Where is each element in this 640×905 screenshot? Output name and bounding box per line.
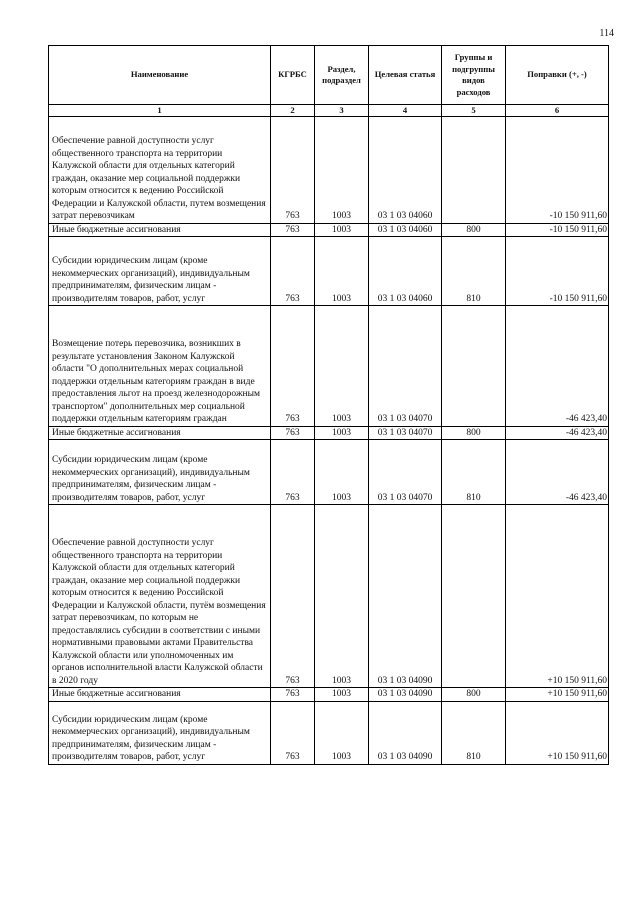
row-expense-group-cell: 810 — [442, 714, 506, 765]
column-number: 6 — [506, 105, 609, 117]
spacer-cell — [442, 237, 506, 256]
row-name-cell: Обеспечение равной доступности услуг общественного транспорта на территории Калужской области для отдельных категорий граждан, оказание мер социальной поддержки которым относится к ведению Российской Федерации и Калужской области, путем возмещения затрат перевозчикам — [49, 135, 271, 223]
table-body — [49, 117, 609, 765]
row-target-article-cell: 03 1 03 04090 — [369, 537, 442, 688]
column-number: 3 — [315, 105, 369, 117]
row-kgrbs-cell: 763 — [271, 688, 315, 702]
row-name-cell: Обеспечение равной доступности услуг общественного транспорта на территории Калужской области для отдельных категорий граждан, оказание мер социальной поддержки которым относится к ведению Российской Федерации и Калужской области, путём возмещения затрат перевозчикам, по которым не предоставлялись субсидии в соответствии с иными нормативными правовыми актами Правительства Калужской области или уполномоченных им органов исполнительной власти Калужской области в 2020 году — [49, 537, 271, 688]
row-target-article-cell: 03 1 03 04060 — [369, 135, 442, 223]
row-amount-cell: +10 150 911,60 — [506, 714, 609, 765]
spacer-cell — [442, 117, 506, 136]
row-expense-group-cell — [442, 135, 506, 223]
row-name-cell: Иные бюджетные ассигнования — [49, 426, 271, 440]
table-row — [49, 454, 609, 505]
spacer-row — [49, 505, 609, 538]
row-expense-group-cell: 810 — [442, 255, 506, 306]
spacer-cell — [315, 306, 369, 339]
table-row — [49, 255, 609, 306]
spacer-cell — [49, 701, 271, 714]
row-target-article-cell: 03 1 03 04070 — [369, 454, 442, 505]
row-amount-cell: +10 150 911,60 — [506, 688, 609, 702]
spacer-cell — [49, 237, 271, 256]
row-amount-cell: -46 423,40 — [506, 426, 609, 440]
header-row — [49, 46, 609, 105]
spacer-row — [49, 306, 609, 339]
table-row — [49, 223, 609, 237]
spacer-cell — [369, 701, 442, 714]
column-number: 4 — [369, 105, 442, 117]
row-expense-group-cell — [442, 338, 506, 426]
row-kgrbs-cell: 763 — [271, 338, 315, 426]
row-razdel-cell: 1003 — [315, 688, 369, 702]
spacer-cell — [442, 701, 506, 714]
row-target-article-cell: 03 1 03 04070 — [369, 426, 442, 440]
row-name-cell: Субсидии юридическим лицам (кроме некоммерческих организаций), индивидуальным предпринимателям, физическим лицам - производителям товаров, работ, услуг — [49, 454, 271, 505]
row-razdel-cell: 1003 — [315, 454, 369, 505]
spacer-cell — [369, 306, 442, 339]
row-name-cell: Возмещение потерь перевозчика, возникших в результате установления Законом Калужской области "О дополнительных мерах социальной поддержки отдельным категориям граждан в виде предоставления льгот на проезд железнодорожным транспортом" дополнительных мер социальной поддержки отдельным категориям граждан — [49, 338, 271, 426]
spacer-cell — [49, 306, 271, 339]
row-amount-cell: +10 150 911,60 — [506, 537, 609, 688]
row-target-article-cell: 03 1 03 04060 — [369, 223, 442, 237]
row-amount-cell: -10 150 911,60 — [506, 255, 609, 306]
row-kgrbs-cell: 763 — [271, 426, 315, 440]
table-row — [49, 714, 609, 765]
header-kgrbs: КГРБС — [271, 46, 315, 105]
row-amount-cell: -46 423,40 — [506, 338, 609, 426]
spacer-row — [49, 117, 609, 136]
row-name-cell: Субсидии юридическим лицам (кроме некоммерческих организаций), индивидуальным предпринимателям, физическим лицам - производителям товаров, работ, услуг — [49, 255, 271, 306]
spacer-cell — [442, 306, 506, 339]
spacer-cell — [369, 117, 442, 136]
row-target-article-cell: 03 1 03 04090 — [369, 714, 442, 765]
row-target-article-cell: 03 1 03 04060 — [369, 255, 442, 306]
row-razdel-cell: 1003 — [315, 223, 369, 237]
row-amount-cell: -10 150 911,60 — [506, 135, 609, 223]
page-number: 114 — [599, 28, 614, 39]
row-target-article-cell: 03 1 03 04070 — [369, 338, 442, 426]
row-expense-group-cell: 800 — [442, 223, 506, 237]
row-amount-cell: -46 423,40 — [506, 454, 609, 505]
row-name-cell: Иные бюджетные ассигнования — [49, 688, 271, 702]
spacer-cell — [506, 505, 609, 538]
row-kgrbs-cell: 763 — [271, 714, 315, 765]
row-kgrbs-cell: 763 — [271, 255, 315, 306]
spacer-cell — [506, 440, 609, 455]
row-name-cell: Субсидии юридическим лицам (кроме некоммерческих организаций), индивидуальным предпринимателям, физическим лицам - производителям товаров, работ, услуг — [49, 714, 271, 765]
column-number: 2 — [271, 105, 315, 117]
table-row — [49, 338, 609, 426]
row-kgrbs-cell: 763 — [271, 223, 315, 237]
spacer-row — [49, 701, 609, 714]
spacer-cell — [442, 440, 506, 455]
table-row — [49, 537, 609, 688]
budget-amendments-table — [48, 45, 609, 765]
spacer-cell — [315, 505, 369, 538]
spacer-cell — [49, 505, 271, 538]
header-amendments: Поправки (+, -) — [506, 46, 609, 105]
spacer-cell — [271, 505, 315, 538]
spacer-cell — [442, 505, 506, 538]
column-number: 1 — [49, 105, 271, 117]
spacer-cell — [315, 701, 369, 714]
row-razdel-cell: 1003 — [315, 537, 369, 688]
row-kgrbs-cell: 763 — [271, 454, 315, 505]
row-expense-group-cell — [442, 537, 506, 688]
table-row — [49, 688, 609, 702]
spacer-cell — [506, 306, 609, 339]
header-target-article: Целевая статья — [369, 46, 442, 105]
spacer-cell — [369, 505, 442, 538]
column-number: 5 — [442, 105, 506, 117]
row-expense-group-cell: 800 — [442, 426, 506, 440]
row-razdel-cell: 1003 — [315, 135, 369, 223]
spacer-row — [49, 237, 609, 256]
row-amount-cell: -10 150 911,60 — [506, 223, 609, 237]
spacer-cell — [506, 237, 609, 256]
table-row — [49, 426, 609, 440]
spacer-cell — [271, 117, 315, 136]
spacer-cell — [49, 117, 271, 136]
spacer-cell — [271, 306, 315, 339]
row-kgrbs-cell: 763 — [271, 537, 315, 688]
spacer-cell — [506, 701, 609, 714]
spacer-cell — [49, 440, 271, 455]
spacer-cell — [271, 237, 315, 256]
row-target-article-cell: 03 1 03 04090 — [369, 688, 442, 702]
spacer-cell — [506, 117, 609, 136]
spacer-cell — [271, 701, 315, 714]
row-razdel-cell: 1003 — [315, 255, 369, 306]
spacer-row — [49, 440, 609, 455]
row-razdel-cell: 1003 — [315, 714, 369, 765]
column-number-row — [49, 105, 609, 117]
spacer-cell — [315, 440, 369, 455]
header-name: Наименование — [49, 46, 271, 105]
spacer-cell — [369, 237, 442, 256]
spacer-cell — [315, 237, 369, 256]
spacer-cell — [369, 440, 442, 455]
row-name-cell: Иные бюджетные ассигнования — [49, 223, 271, 237]
table-row — [49, 135, 609, 223]
row-kgrbs-cell: 763 — [271, 135, 315, 223]
header-expense-group: Группы и подгруппы видов расходов — [442, 46, 506, 105]
spacer-cell — [271, 440, 315, 455]
row-razdel-cell: 1003 — [315, 338, 369, 426]
spacer-cell — [315, 117, 369, 136]
row-expense-group-cell: 800 — [442, 688, 506, 702]
row-razdel-cell: 1003 — [315, 426, 369, 440]
row-expense-group-cell: 810 — [442, 454, 506, 505]
header-razdel: Раздел, подраздел — [315, 46, 369, 105]
